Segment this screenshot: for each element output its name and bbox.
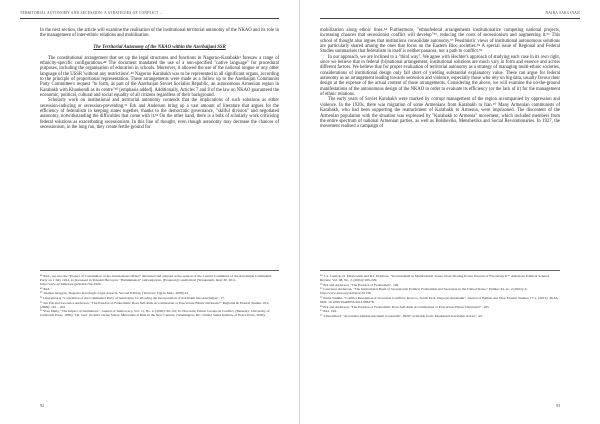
- paragraph: The early years of Soviet Karabakh were marked by corrupt management of the region accompanied by oppression and violence. In the 1920s, there was migration of some Armenians from Karabakh to Iran.⁶⁰ Many Armenian communists of Karabakh, who had been supporting the reattachment of Karabakh to Armenia, were imprisoned. The discontent of the Armenian population with the situation was expressed by "Karabakh to Armenia" movement, which included members from the entire spectrum of national Armenian parties, as well as Bolsheviks, Mensheviks and Social Revolutionaries. In 1927, the movement realised a campaign of: [320, 97, 560, 130]
- body-text: [320, 28, 560, 130]
- paragraph: In our approach, we are inclined to a "third way". We agree with Hechter's approach of studying each case in its own right, since we believe that in federal (bi)national arrangement, institutional solutions are much vary in form and essence and across different factors. We believe that for proper evaluation of territorial autonomy as a strategy of managing multi-ethnic societies, considerations of institutional design only fall short of yielding substantial explanatory value. These can argue for federal autonomy as an arrangement leading towards secession and violence, especially those who rely on big data, usually favour their design at the expense of the actual content of those arrangements. Considering the above, we will examine the on-the-ground manifestations of the autonomous design of the NKAO in order to evaluate its efficiency (or the lack of it) for the management of ethnic relations.: [320, 54, 560, 98]
- footnotes: [320, 270, 560, 319]
- right-page: [300, 0, 600, 424]
- paragraph: The constitutional arrangement that set up the legal structures and functions in Nagorno-Karabakh³ foresaw a range of ethnicity-specific configurations.⁴⁸ The document mandated the use of a non-specified "native language" for procedural purposes, including the organisation of education in schools. Moreover, it allowed the use of the national tongue or any other language of the USSR 'without any restrictions'.⁴⁹ Nagorno Karabakh was to be represented in all significant organs, according to the principle of proportional representation. These arrangements were made as a follow up to the Azerbaijan Communist Party Committee's request "to form, as part of the Azerbaijan Soviet Socialist Republic, an autonomous Armenian region in Karabakh with Khankendi as its centre"⁵⁰ [emphasis added]. Additionally, Articles 7 and 8 of the law on NKAO guaranteed the economic, political, cultural and social equality of all citizens regardless of their background.: [40, 55, 279, 99]
- footnote: ⁵⁵ Erk and Anderson, "The Paradox of Federalism", 199.: [320, 282, 400, 287]
- footnote: ⁵⁰ Shahen Avagyan, Nagorno-Karabagh: Legal Aspects, Second Edition, (Yerevan: Tigran Mets, 2008) 24.: [40, 291, 189, 296]
- footnote: ⁴⁸ Ibid., see also the "Project of Constitution of the Autonomous Oblast" discussed and adopted at the session of the Central Committee of the Azerbaijan Communist Party on 1 July 1924, as discussed in Yeleskii Herroyan: "Hamiamanan" ranivanjatyan, [Eraperan] Condivirion' [Yerakanam, Ikori 30, 2011, http://www.archimessor.ge/index/?id=1920.: [40, 274, 272, 287]
- paragraph: In the next section, the article will examine the realisation of the institutional territorial autonomy of the NKAO and its role in the management of inter-ethnic relations and mobilisation.: [40, 28, 279, 39]
- paragraph: mobilization along ethnic lines.⁵⁴ Furthermore, "ethnofederal arrangements institutionalize competing national projects, increasing chances that secessionist conflict will develop"⁵⁵, reducing the costs of secessionism and augmenting it.⁵⁶ This school of thought also argues that institutions consolidate autonomy.⁵⁷ Pessimistic views of institutional autonomous solutions are particularly shared among the ones that focus on the Eastern Bloc societies.⁵⁸ A special issue of Regional and Federal Studies summarises that federalism in itself is neither panacea, nor a path to conflict.⁵⁹: [320, 28, 560, 55]
- footnote: ⁵³ Yves Mény, "The Impact of Institutions", Journal of Democracy, Vol. 11, No. 4, (2000): 96-110; D. Horowitz, Ethnic Groups in Conflict, (Berkeley: University of California Press, 1985); T.R. Gurr, Peoples versus States: Minorities at Risk in the New Century, (Washington, DC: United States Institute of Peace Press, 2000).: [40, 309, 270, 318]
- footnote: ⁴⁹ Ibid.: [40, 286, 50, 291]
- footnote: ⁵⁹ Ibid, 199.: [320, 309, 337, 314]
- footnote: ⁵⁸ Erk and Anderson, "The Paradox of Federalism: Does Self-Rule Accommodate or Exacerbate Ethnic Divisions?", 195.: [320, 304, 490, 309]
- running-head: TERRITORIAL AUTONOMY AND SECESSION: A STRATEGIES OF CONFLICT …: [20, 11, 164, 15]
- body-text: [40, 28, 279, 131]
- page-number: 92: [40, 403, 44, 408]
- running-head: NAIRA SARGSYAN: [545, 11, 580, 15]
- footnotes: [40, 270, 279, 318]
- header-rule: [320, 18, 580, 19]
- footnote: ⁵⁴ J. S. Lustick, D. Miodownik and R.J. Eidelson, "Secessionism in Multicultural States: Does Sharing Power Prevent or Encourage It?" American Political Science Review. Vol. 98, No. 2, (2004): 209-229.: [320, 274, 550, 283]
- footnote: ⁵² Jan Erk and Lawrence Anderson, "The Paradox of Federalism: Does Self-Rule Accommodate or Exacerbate Ethnic Divisions?" Regional & Federal Studies 19:2, (2009): 191 – 202.: [40, 300, 270, 309]
- footnote: ⁵⁶ Lawrence Anderson, "The Institutional Basis of Secessionist Politics: Federalism and Secession in the United States," Publius 34, no. 2 (2004): 6, http://www.jstor.org/stable/4132138.: [320, 287, 528, 296]
- header-rule: [20, 18, 279, 19]
- footnote: ⁵⁷ Elena Walkin, "Conflict Resolution of Secession Conflicts: Kosovo, South Tirol, Nagorno-Karabakh", Journal of Balkan and Near Eastern Studies, 17:1, (2015): 46-63, DOI: 10.1080/19448953.2014.986378.: [320, 296, 559, 305]
- section-heading: The Territorial Autonomy of the NKAO within the Azerbaijani SSR: [93, 44, 226, 50]
- footnote: ⁶⁰ Liberalinard, "Aroyutaba ashkharanacutuni ta estutum", 3820/; available from: Moskauren Karabakh in Iran", 43.: [320, 313, 483, 318]
- footnote: ⁵¹ Liberalinard, "Correlation of the Communist Party of Azerbaijan for allowing the incorporation of Karabakh into Azerbaijan", 17.: [40, 296, 225, 301]
- paragraph: Scholarly work on institutional and territorial autonomy contends that the implications of such solutions as either secession-inducing or secession-preventing.⁵¹ Erk and Anderson bring up a vast amount of literature that argues for the efficiency of federalism in keeping states together, thanks to the democratic governance, "skilful division" and negotiated autonomy, notwithstanding the difficulties that come with it.⁵² On the other hand, there is a bulk of scholarly work criticising federal solutions as exacerbating secessionism. In this line of thought, even though autonomy may decrease the chances of secessionism, in the long run, they create fertile ground for: [40, 98, 279, 131]
- page-number: 93: [556, 403, 560, 408]
